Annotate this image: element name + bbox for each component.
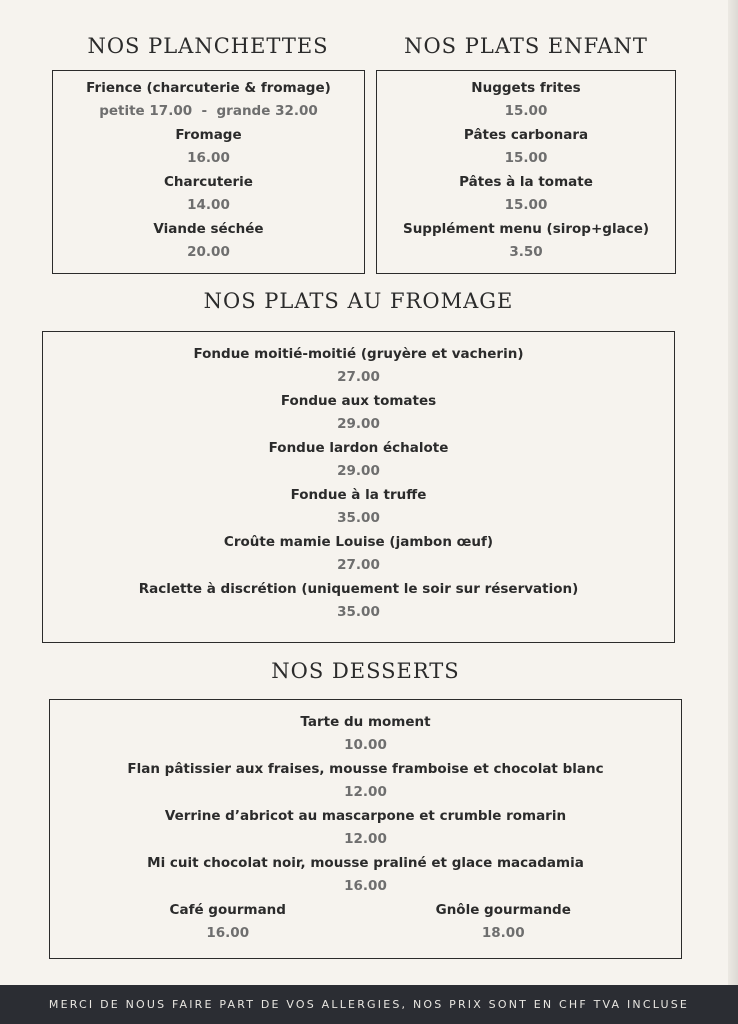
item-price: 12.00 bbox=[344, 784, 387, 800]
item-name: Pâtes à la tomate bbox=[459, 174, 593, 190]
item-price: 27.00 bbox=[337, 369, 380, 385]
fromage-box bbox=[42, 331, 675, 643]
item-name: Café gourmand bbox=[169, 902, 286, 918]
item-name: Fondue moitié-moitié (gruyère et vacherin) bbox=[193, 346, 524, 362]
planchettes-box bbox=[52, 70, 365, 274]
item-price: 10.00 bbox=[344, 737, 387, 753]
item-price: 29.00 bbox=[337, 463, 380, 479]
item-name: Tarte du moment bbox=[300, 714, 431, 730]
heading-enfant: NOS PLATS ENFANT bbox=[404, 34, 648, 58]
item-name: Viande séchée bbox=[153, 221, 264, 237]
heading-planchettes: NOS PLANCHETTES bbox=[87, 34, 329, 58]
item-name: Pâtes carbonara bbox=[463, 127, 589, 143]
item-price: 3.50 bbox=[509, 244, 543, 260]
item-name: Fondue à la truffe bbox=[290, 487, 427, 503]
heading-fromage: NOS PLATS AU FROMAGE bbox=[203, 289, 514, 313]
pair-left bbox=[50, 898, 366, 945]
item-price: 29.00 bbox=[337, 416, 380, 432]
item-name: Fondue lardon échalote bbox=[268, 440, 449, 456]
footer-text: MERCI DE NOUS FAIRE PART DE VOS ALLERGIES, NOS PRIX SONT EN CHF TVA INCLUSE bbox=[48, 998, 690, 1011]
item-name: Nuggets frites bbox=[471, 80, 581, 96]
item-price: 12.00 bbox=[344, 831, 387, 847]
item-price: 16.00 bbox=[187, 150, 230, 166]
item-name: Charcuterie bbox=[164, 174, 253, 190]
enfant-box bbox=[376, 70, 676, 274]
item-price: 20.00 bbox=[187, 244, 230, 260]
pair-right bbox=[366, 898, 682, 945]
item-name: Raclette à discrétion (uniquement le soir sur réservation) bbox=[138, 581, 579, 597]
item-name: Mi cuit chocolat noir, mousse praliné et glace macadamia bbox=[147, 855, 584, 871]
page-edge-shadow bbox=[728, 0, 738, 985]
desserts-pair-row bbox=[50, 898, 681, 945]
item-name: Supplément menu (sirop+glace) bbox=[402, 221, 650, 237]
item-price: 15.00 bbox=[504, 197, 548, 213]
item-name: Gnôle gourmande bbox=[435, 902, 571, 918]
footer-banner bbox=[0, 985, 738, 1024]
item-price: 15.00 bbox=[504, 150, 548, 166]
item-name: Frience (charcuterie & fromage) bbox=[86, 80, 331, 96]
item-price: 35.00 bbox=[337, 604, 380, 620]
item-price: 14.00 bbox=[187, 197, 230, 213]
item-price: petite 17.00 - grande 32.00 bbox=[99, 103, 318, 119]
item-price: 27.00 bbox=[337, 557, 380, 573]
item-name: Flan pâtissier aux fraises, mousse framboise et chocolat blanc bbox=[127, 761, 604, 777]
desserts-box bbox=[49, 699, 682, 959]
heading-desserts: NOS DESSERTS bbox=[271, 659, 460, 683]
item-price: 16.00 bbox=[206, 925, 250, 941]
item-price: 18.00 bbox=[481, 925, 525, 941]
item-name: Fromage bbox=[175, 127, 242, 143]
item-name: Verrine d’abricot au mascarpone et crumble romarin bbox=[164, 808, 567, 824]
item-name: Croûte mamie Louise (jambon œuf) bbox=[223, 534, 494, 550]
item-price: 35.00 bbox=[337, 510, 380, 526]
item-price: 16.00 bbox=[344, 878, 387, 894]
item-price: 15.00 bbox=[504, 103, 548, 119]
item-name: Fondue aux tomates bbox=[280, 393, 437, 409]
